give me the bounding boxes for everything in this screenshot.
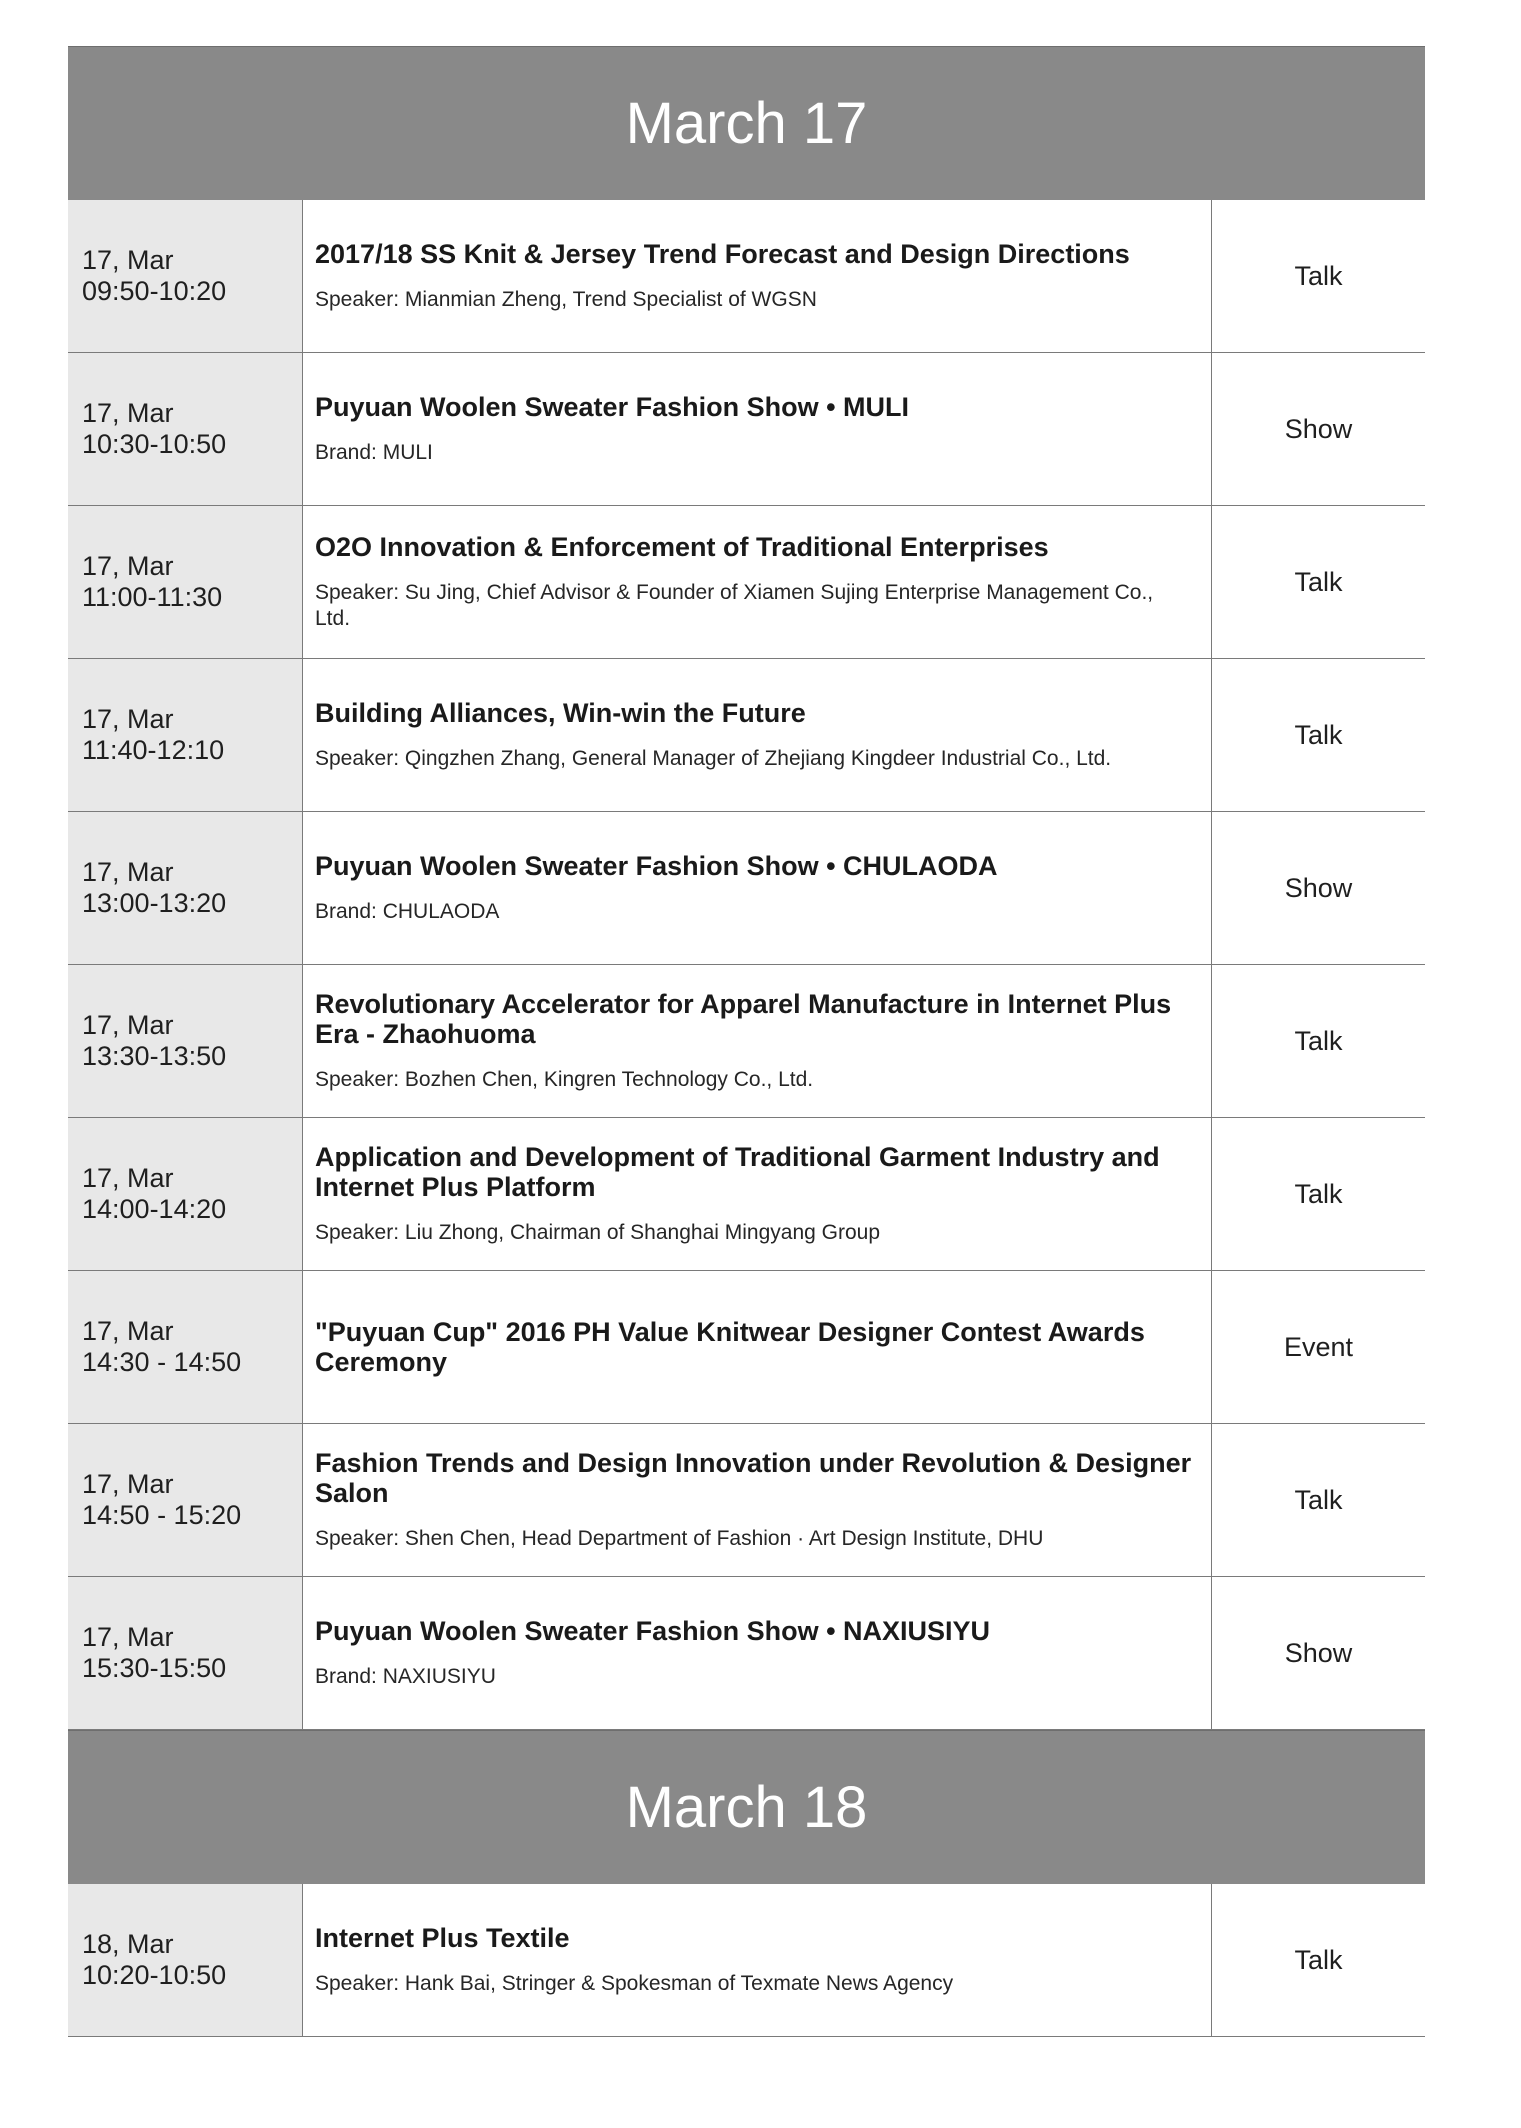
- session-title: Fashion Trends and Design Innovation under Revolution & Designer Salon: [315, 1448, 1192, 1508]
- session-row: [68, 1884, 1425, 2037]
- session-row: [68, 1271, 1425, 1424]
- session-detail: Speaker: Qingzhen Zhang, General Manager of Zhejiang Kingdeer Industrial Co., Ltd.: [315, 747, 1112, 770]
- session-detail: Brand: CHULAODA: [315, 900, 500, 923]
- session-title: Internet Plus Textile: [315, 1923, 570, 1953]
- session-title: Revolutionary Accelerator for Apparel Manufacture in Internet Plus Era - Zhaohuoma: [315, 989, 1172, 1049]
- session-main-cell: [303, 1271, 1212, 1423]
- session-time-cell: [68, 965, 303, 1117]
- session-row: [68, 1577, 1425, 1730]
- session-row: [68, 965, 1425, 1118]
- session-time: 14:30 - 14:50: [82, 1347, 242, 1377]
- session-time-cell: [68, 200, 303, 352]
- session-row: [68, 1424, 1425, 1577]
- session-main-cell: [303, 965, 1212, 1117]
- session-main-cell: [303, 506, 1212, 658]
- session-main-cell: [303, 353, 1212, 505]
- session-date: 17, Mar: [82, 704, 174, 734]
- session-title: "Puyuan Cup" 2016 PH Value Knitwear Designer Contest Awards Ceremony: [315, 1317, 1145, 1377]
- session-main-cell: [303, 1577, 1212, 1729]
- session-title: Puyuan Woolen Sweater Fashion Show • NAXIUSIYU: [315, 1616, 991, 1646]
- session-detail: Brand: NAXIUSIYU: [315, 1665, 496, 1688]
- day-header: March 17: [68, 46, 1425, 200]
- session-detail: Speaker: Hank Bai, Stringer & Spokesman of Texmate News Agency: [315, 1972, 954, 1995]
- session-type: Show: [1284, 872, 1353, 903]
- session-title: Building Alliances, Win-win the Future: [315, 698, 806, 728]
- session-title: Puyuan Woolen Sweater Fashion Show • MULI: [315, 392, 910, 422]
- session-time: 10:30-10:50: [82, 429, 227, 459]
- session-date: 17, Mar: [82, 857, 174, 887]
- session-type: Talk: [1294, 566, 1343, 597]
- session-detail: Speaker: Bozhen Chen, Kingren Technology Co., Ltd.: [315, 1068, 814, 1091]
- session-main-cell: [303, 812, 1212, 964]
- session-row: [68, 1118, 1425, 1271]
- session-detail: Speaker: Su Jing, Chief Advisor & Founder of Xiamen Sujing Enterprise Management Co., Ltd.: [315, 581, 1154, 630]
- session-type: Talk: [1294, 1484, 1343, 1515]
- session-date: 17, Mar: [82, 1469, 174, 1499]
- session-title: Puyuan Woolen Sweater Fashion Show • CHULAODA: [315, 851, 998, 881]
- session-time-cell: [68, 353, 303, 505]
- session-type: Show: [1284, 1637, 1353, 1668]
- session-title: Application and Development of Traditional Garment Industry and Internet Plus Platform: [315, 1142, 1160, 1202]
- session-time: 09:50-10:20: [82, 276, 227, 306]
- session-row: [68, 659, 1425, 812]
- session-time-cell: [68, 1271, 303, 1423]
- session-time: 13:00-13:20: [82, 888, 227, 918]
- session-detail: Speaker: Shen Chen, Head Department of Fashion · Art Design Institute, DHU: [315, 1527, 1044, 1550]
- session-type: Event: [1283, 1331, 1354, 1362]
- session-detail: Speaker: Liu Zhong, Chairman of Shanghai Mingyang Group: [315, 1221, 881, 1244]
- session-date: 17, Mar: [82, 1010, 174, 1040]
- session-time-cell: [68, 1118, 303, 1270]
- session-date: 17, Mar: [82, 1163, 174, 1193]
- session-type: Talk: [1294, 260, 1343, 291]
- session-date: 17, Mar: [82, 1622, 174, 1652]
- session-date: 17, Mar: [82, 398, 174, 428]
- session-time-cell: [68, 1577, 303, 1729]
- session-main-cell: [303, 659, 1212, 811]
- session-row: [68, 506, 1425, 659]
- session-row: [68, 200, 1425, 353]
- session-title: 2017/18 SS Knit & Jersey Trend Forecast and Design Directions: [315, 239, 1130, 269]
- session-time-cell: [68, 506, 303, 658]
- session-type: Talk: [1294, 1178, 1343, 1209]
- session-main-cell: [303, 1424, 1212, 1576]
- session-time: 11:00-11:30: [82, 582, 223, 612]
- session-time-cell: [68, 812, 303, 964]
- session-type: Talk: [1294, 1944, 1343, 1975]
- session-date: 17, Mar: [82, 551, 174, 581]
- session-main-cell: [303, 1118, 1212, 1270]
- session-time: 11:40-12:10: [82, 735, 225, 765]
- session-main-cell: [303, 1884, 1212, 2036]
- session-time-cell: [68, 1884, 303, 2036]
- session-time: 10:20-10:50: [82, 1960, 227, 1990]
- session-row: [68, 812, 1425, 965]
- session-time: 15:30-15:50: [82, 1653, 227, 1683]
- schedule-table: [68, 46, 1425, 2037]
- session-date: 18, Mar: [82, 1929, 174, 1959]
- session-main-cell: [303, 200, 1212, 352]
- session-detail: Speaker: Mianmian Zheng, Trend Specialist of WGSN: [315, 288, 817, 311]
- session-time-cell: [68, 659, 303, 811]
- session-time: 13:30-13:50: [82, 1041, 227, 1071]
- session-type: Talk: [1294, 1025, 1343, 1056]
- session-time: 14:50 - 15:20: [82, 1500, 242, 1530]
- session-time-cell: [68, 1424, 303, 1576]
- session-row: [68, 353, 1425, 506]
- session-title: O2O Innovation & Enforcement of Traditional Enterprises: [315, 532, 1049, 562]
- session-type: Show: [1284, 413, 1353, 444]
- day-header: March 18: [68, 1730, 1425, 1884]
- session-date: 17, Mar: [82, 1316, 174, 1346]
- session-type: Talk: [1294, 719, 1343, 750]
- session-date: 17, Mar: [82, 245, 174, 275]
- session-detail: Brand: MULI: [315, 441, 433, 464]
- session-time: 14:00-14:20: [82, 1194, 227, 1224]
